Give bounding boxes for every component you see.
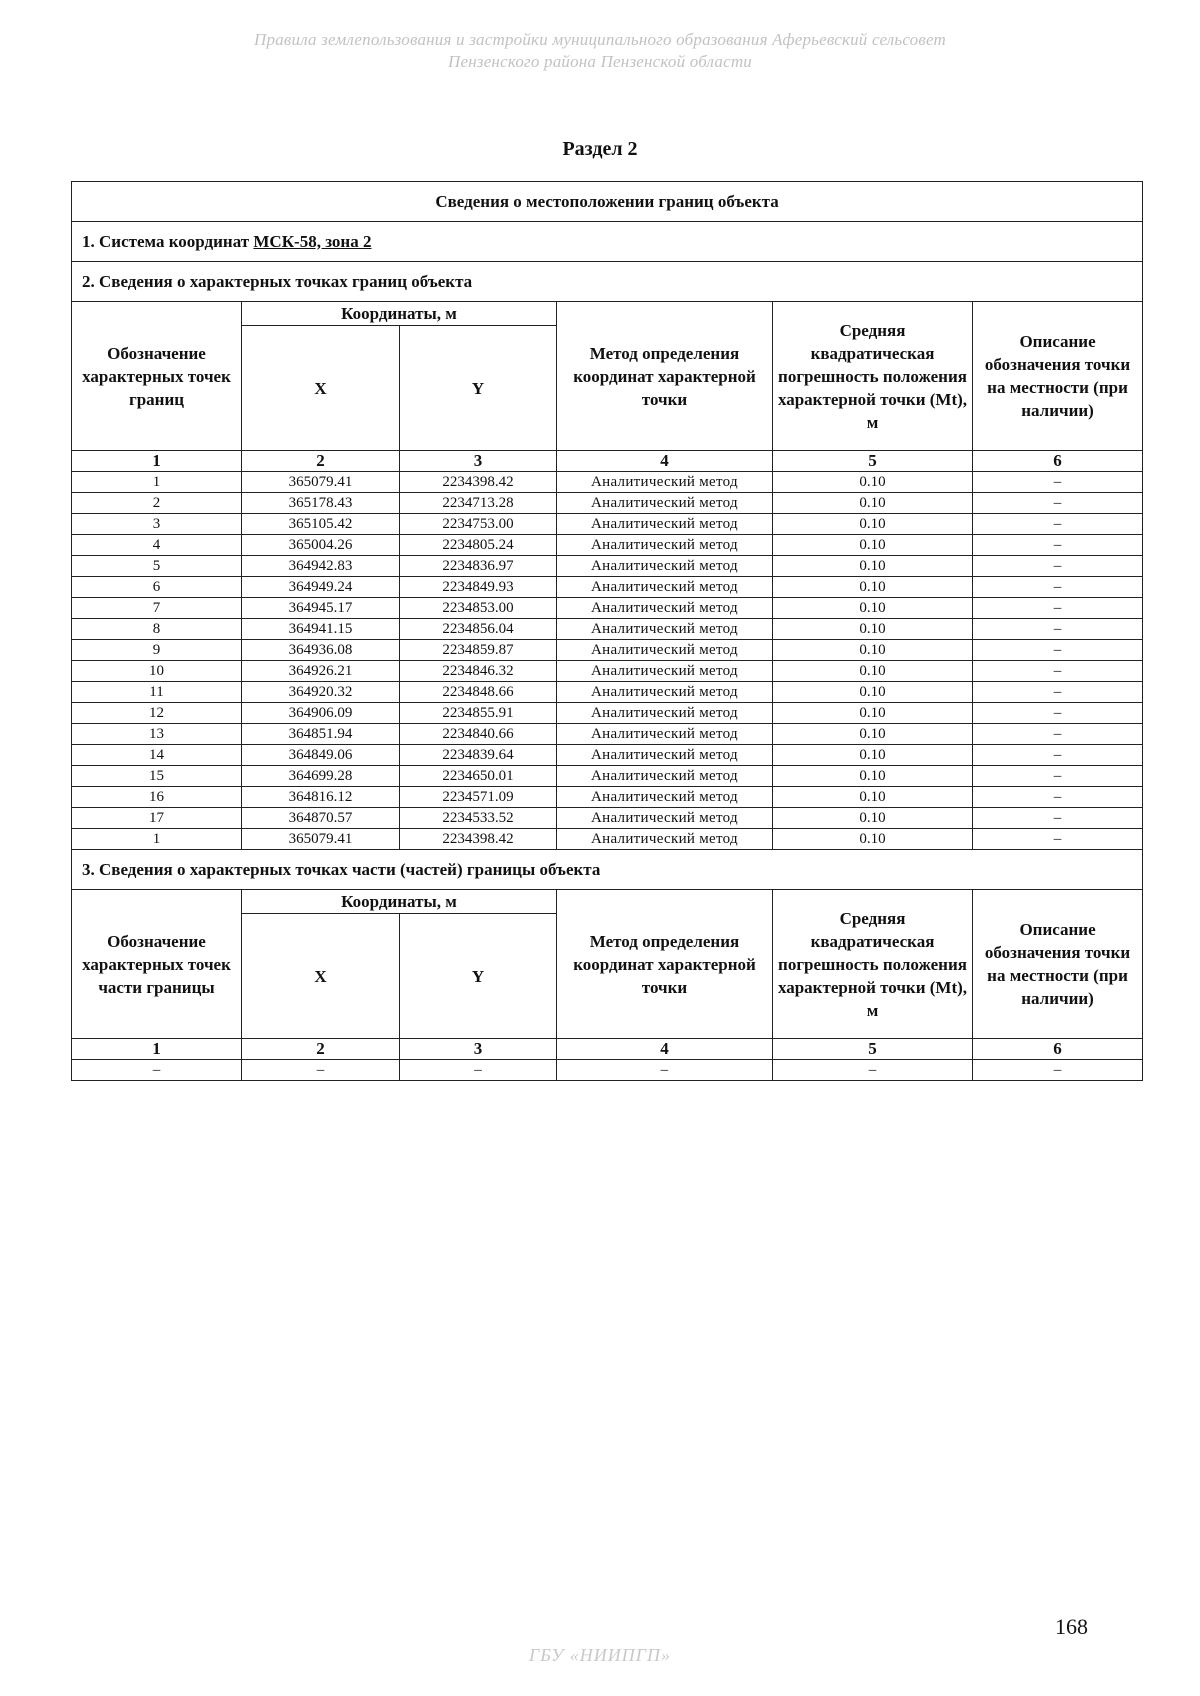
coord-x: 365079.41: [242, 829, 400, 850]
column-number: 4: [557, 451, 773, 472]
error: 0.10: [773, 661, 973, 682]
table-row: [72, 682, 1143, 703]
column-number: 1: [72, 1039, 242, 1060]
coord-system-row: [72, 222, 1143, 262]
boundary-table: [71, 181, 1143, 1081]
point-id: 9: [72, 640, 242, 661]
header-coordinates: Координаты, м: [242, 302, 557, 326]
coord-x: 364870.57: [242, 808, 400, 829]
table-row: [72, 640, 1143, 661]
method: Аналитический метод: [557, 745, 773, 766]
table-row: [72, 577, 1143, 598]
coord-system-value: МСК-58, зона 2: [253, 231, 372, 251]
table-row: [72, 787, 1143, 808]
table-title: Сведения о местоположении границ объекта: [72, 182, 1143, 222]
coord-x: 364699.28: [242, 766, 400, 787]
error: 0.10: [773, 745, 973, 766]
error: 0.10: [773, 766, 973, 787]
description: –: [973, 724, 1143, 745]
header-description: Описание обозначения точки на местности (при наличии): [973, 302, 1143, 451]
table-row: [72, 493, 1143, 514]
point-id: 8: [72, 619, 242, 640]
coord-y: 2234398.42: [400, 829, 557, 850]
error: 0.10: [773, 640, 973, 661]
coord-y: 2234846.32: [400, 661, 557, 682]
point-id: 6: [72, 577, 242, 598]
coord-y: 2234848.66: [400, 682, 557, 703]
column-number: 2: [242, 451, 400, 472]
header-x: X: [242, 326, 400, 451]
coord-x: 365105.42: [242, 514, 400, 535]
method: Аналитический метод: [557, 514, 773, 535]
table-row: [72, 556, 1143, 577]
point-id: 17: [72, 808, 242, 829]
points-section-title: 2. Сведения о характерных точках границ объекта: [72, 262, 1143, 302]
method: Аналитический метод: [557, 640, 773, 661]
table-row: [72, 472, 1143, 493]
description: –: [973, 556, 1143, 577]
point-id: 7: [72, 598, 242, 619]
method: Аналитический метод: [557, 598, 773, 619]
error: 0.10: [773, 598, 973, 619]
coord-x: 364920.32: [242, 682, 400, 703]
point-id: 15: [72, 766, 242, 787]
description: –: [973, 766, 1143, 787]
description: –: [973, 808, 1143, 829]
column-number: 2: [242, 1039, 400, 1060]
coord-y: 2234853.00: [400, 598, 557, 619]
description: –: [973, 535, 1143, 556]
error: 0.10: [773, 472, 973, 493]
point-id: 2: [72, 493, 242, 514]
coord-x: 364816.12: [242, 787, 400, 808]
parts-header-designation: Обозначение характерных точек части границы: [72, 890, 242, 1039]
coord-y: 2234753.00: [400, 514, 557, 535]
coord-x: 364936.08: [242, 640, 400, 661]
description: –: [973, 619, 1143, 640]
description: –: [973, 640, 1143, 661]
column-number: 3: [400, 1039, 557, 1060]
column-number: 6: [973, 451, 1143, 472]
parts-section-title: 3. Сведения о характерных точках части (частей) границы объекта: [72, 850, 1143, 890]
table-row: [72, 703, 1143, 724]
description: –: [973, 598, 1143, 619]
coord-x: 364926.21: [242, 661, 400, 682]
method: Аналитический метод: [557, 661, 773, 682]
error: 0.10: [773, 724, 973, 745]
column-number: 5: [773, 1039, 973, 1060]
coord-y: –: [400, 1060, 557, 1081]
parts-column-numbers-row: [72, 1039, 1143, 1060]
coord-x: 365178.43: [242, 493, 400, 514]
method: Аналитический метод: [557, 472, 773, 493]
point-id: 1: [72, 829, 242, 850]
coord-x: 365004.26: [242, 535, 400, 556]
coord-x: 364945.17: [242, 598, 400, 619]
footer-org: ГБУ «НИИПГП»: [529, 1645, 671, 1665]
point-id: 11: [72, 682, 242, 703]
header-method: Метод определения координат характерной точки: [557, 302, 773, 451]
parts-header-description: Описание обозначения точки на местности (при наличии): [973, 890, 1143, 1039]
error: 0.10: [773, 703, 973, 724]
error: 0.10: [773, 556, 973, 577]
description: –: [973, 577, 1143, 598]
description: –: [973, 703, 1143, 724]
point-id: 12: [72, 703, 242, 724]
coord-y: 2234859.87: [400, 640, 557, 661]
point-id: 14: [72, 745, 242, 766]
point-id: 16: [72, 787, 242, 808]
description: –: [973, 829, 1143, 850]
header-y: Y: [400, 326, 557, 451]
coord-y: 2234849.93: [400, 577, 557, 598]
table-row: [72, 598, 1143, 619]
header-designation: Обозначение характерных точек границ: [72, 302, 242, 451]
header-error: Средняя квадратическая погрешность положения характерной точки (Мt), м: [773, 302, 973, 451]
error: 0.10: [773, 787, 973, 808]
method: Аналитический метод: [557, 808, 773, 829]
table-row: [72, 745, 1143, 766]
table-row: [72, 829, 1143, 850]
coord-y: 2234855.91: [400, 703, 557, 724]
column-numbers-row: [72, 451, 1143, 472]
description: –: [973, 661, 1143, 682]
description: –: [973, 1060, 1143, 1081]
method: Аналитический метод: [557, 724, 773, 745]
method: Аналитический метод: [557, 493, 773, 514]
description: –: [973, 682, 1143, 703]
coord-x: 364849.06: [242, 745, 400, 766]
point-id: –: [72, 1060, 242, 1081]
method: –: [557, 1060, 773, 1081]
parts-header-y: Y: [400, 914, 557, 1039]
column-number: 1: [72, 451, 242, 472]
coord-x: 365079.41: [242, 472, 400, 493]
parts-header-coordinates: Координаты, м: [242, 890, 557, 914]
coord-y: 2234840.66: [400, 724, 557, 745]
coord-y: 2234713.28: [400, 493, 557, 514]
running-header-line-2: Пензенского района Пензенской области: [448, 52, 752, 71]
method: Аналитический метод: [557, 787, 773, 808]
description: –: [973, 472, 1143, 493]
table-row: [72, 619, 1143, 640]
coord-y: 2234805.24: [400, 535, 557, 556]
parts-table-row: [72, 1060, 1143, 1081]
column-number: 3: [400, 451, 557, 472]
table-row: [72, 766, 1143, 787]
coord-y: 2234650.01: [400, 766, 557, 787]
coord-y: 2234398.42: [400, 472, 557, 493]
coord-x: –: [242, 1060, 400, 1081]
table-row: [72, 808, 1143, 829]
error: 0.10: [773, 829, 973, 850]
error: 0.10: [773, 514, 973, 535]
table-row: [72, 661, 1143, 682]
method: Аналитический метод: [557, 619, 773, 640]
error: 0.10: [773, 619, 973, 640]
description: –: [973, 745, 1143, 766]
error: –: [773, 1060, 973, 1081]
coord-y: 2234839.64: [400, 745, 557, 766]
coord-x: 364851.94: [242, 724, 400, 745]
coord-y: 2234533.52: [400, 808, 557, 829]
error: 0.10: [773, 808, 973, 829]
column-number: 4: [557, 1039, 773, 1060]
coord-y: 2234571.09: [400, 787, 557, 808]
running-header-line-1: Правила землепользования и застройки муниципального образования Аферьевский сельсовет: [254, 30, 946, 49]
table-row: [72, 724, 1143, 745]
method: Аналитический метод: [557, 556, 773, 577]
point-id: 3: [72, 514, 242, 535]
method: Аналитический метод: [557, 682, 773, 703]
point-id: 5: [72, 556, 242, 577]
error: 0.10: [773, 535, 973, 556]
coord-x: 364941.15: [242, 619, 400, 640]
coord-y: 2234836.97: [400, 556, 557, 577]
coord-x: 364906.09: [242, 703, 400, 724]
error: 0.10: [773, 577, 973, 598]
method: Аналитический метод: [557, 829, 773, 850]
method: Аналитический метод: [557, 535, 773, 556]
table-row: [72, 514, 1143, 535]
point-id: 1: [72, 472, 242, 493]
coord-y: 2234856.04: [400, 619, 557, 640]
coord-system-label: 1. Система координат: [82, 231, 250, 251]
error: 0.10: [773, 682, 973, 703]
method: Аналитический метод: [557, 766, 773, 787]
coord-x: 364949.24: [242, 577, 400, 598]
column-number: 6: [973, 1039, 1143, 1060]
point-id: 13: [72, 724, 242, 745]
point-id: 4: [72, 535, 242, 556]
page-number: 168: [1055, 1614, 1088, 1639]
column-number: 5: [773, 451, 973, 472]
coord-x: 364942.83: [242, 556, 400, 577]
method: Аналитический метод: [557, 577, 773, 598]
error: 0.10: [773, 493, 973, 514]
method: Аналитический метод: [557, 703, 773, 724]
section-title: Раздел 2: [562, 138, 638, 160]
description: –: [973, 514, 1143, 535]
description: –: [973, 787, 1143, 808]
parts-header-x: X: [242, 914, 400, 1039]
parts-header-method: Метод определения координат характерной точки: [557, 890, 773, 1039]
parts-header-error: Средняя квадратическая погрешность положения характерной точки (Мt), м: [773, 890, 973, 1039]
table-row: [72, 535, 1143, 556]
point-id: 10: [72, 661, 242, 682]
description: –: [973, 493, 1143, 514]
